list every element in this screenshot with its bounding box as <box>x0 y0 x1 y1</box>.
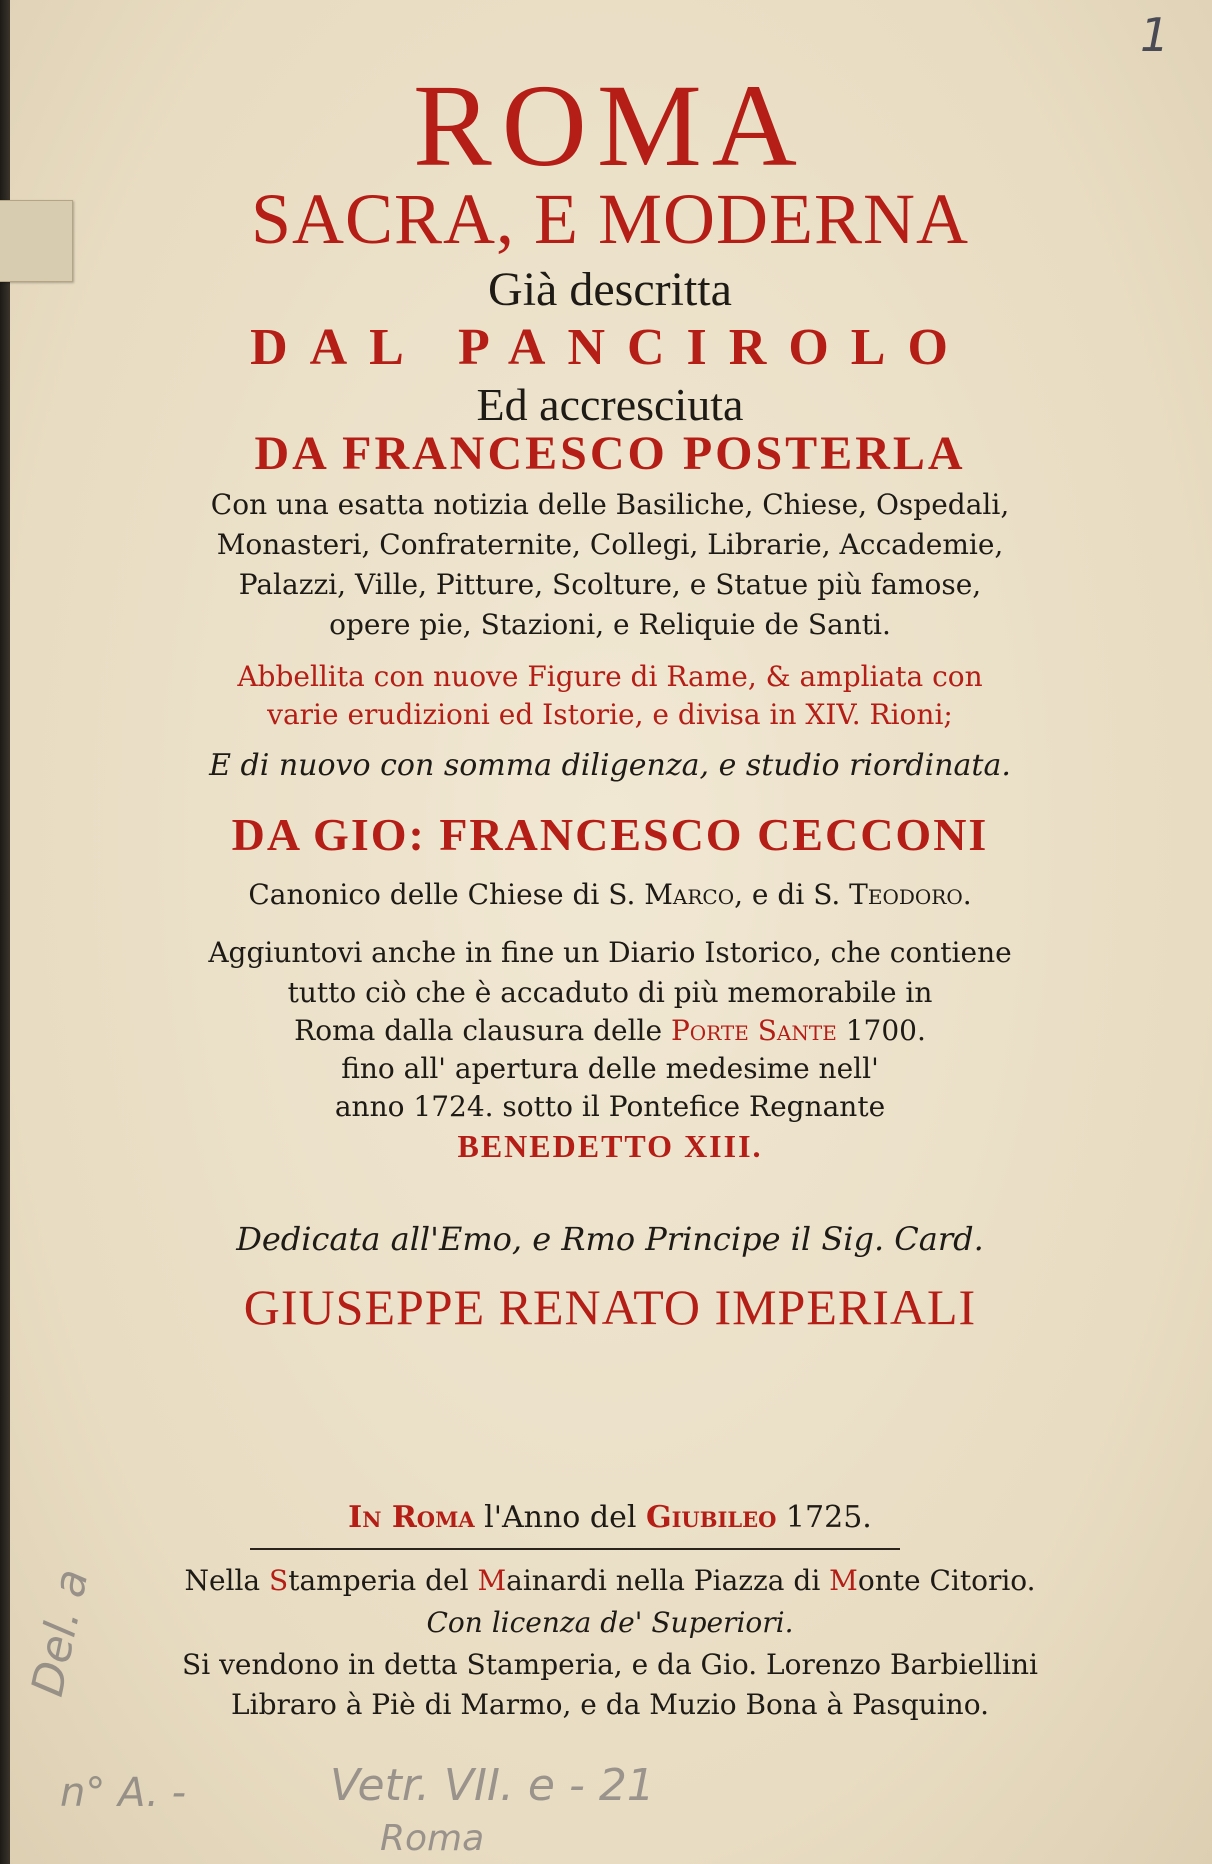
editor-role-place2: S. Teodoro <box>813 878 963 911</box>
pope-name: BENEDETTO XIII. <box>457 1128 763 1164</box>
title-pancirolo: DAL PANCIROLO <box>250 319 970 376</box>
imprint-year: 1725. <box>776 1500 872 1535</box>
dedicatee-name: GIUSEPPE RENATO IMPERIALI <box>243 1279 977 1335</box>
diary-line-3 <box>80 1014 1140 1047</box>
printer-m1: M <box>477 1564 507 1597</box>
contents-line-3: Palazzi, Ville, Pitture, Scolture, e Statue più famose, <box>238 568 982 601</box>
imprint-place: In Roma <box>348 1500 475 1535</box>
imprint-line <box>80 1500 1140 1535</box>
dedication-line: Dedicata all'Emo, e Rmo Principe il Sig. Card. <box>236 1220 984 1258</box>
diary-line-4: fino all' apertura delle medesime nell' <box>341 1052 879 1085</box>
printer-s: S <box>269 1564 289 1597</box>
reordered-line: E di nuovo con somma diligenza, e studio riordinata. <box>209 748 1011 783</box>
diary-line-3-pre: Roma dalla clausura delle <box>294 1014 671 1047</box>
folio-number: 1 <box>1140 8 1170 62</box>
editor-role-place1: S. Marco <box>608 878 735 911</box>
diary-line-2: tutto ciò che è accaduto di più memorabile in <box>287 976 933 1009</box>
imprint-event: Giubileo <box>645 1500 777 1535</box>
handwritten-mark-2: n° A. - <box>60 1770 187 1816</box>
printer-a: Nella <box>184 1564 270 1597</box>
title-posterla: DA FRANCESCO POSTERLA <box>254 427 966 480</box>
handwritten-mark-1: Del. a <box>22 1564 99 1701</box>
title-gia-descritta: Già descritta <box>488 263 732 316</box>
paper-tab <box>0 200 73 282</box>
printer-m2: M <box>829 1564 858 1597</box>
printer-b: tamperia del <box>288 1564 478 1597</box>
printer-d: onte Citorio. <box>857 1564 1036 1597</box>
diary-line-3-porte-sante: Porte Sante <box>670 1014 837 1047</box>
handwritten-mark-4: Roma <box>380 1818 485 1859</box>
embellished-line-1: Abbellita con nuove Figure di Rame, & ampliata con <box>237 660 983 693</box>
imprint-rule <box>250 1548 900 1550</box>
handwritten-mark-3: Vetr. VII. e - 21 <box>330 1760 655 1811</box>
diary-line-5: anno 1724. sotto il Pontefice Regnante <box>334 1090 886 1123</box>
contents-line-1: Con una esatta notizia delle Basiliche, Chiese, Ospedali, <box>210 488 1010 521</box>
license-line: Con licenza de' Superiori. <box>426 1606 794 1639</box>
editor-role <box>80 878 1140 911</box>
embellished-line-2: varie erudizioni ed Istorie, e divisa in XIV. Rioni; <box>267 698 953 731</box>
printer-c: ainardi nella Piazza di <box>506 1564 830 1597</box>
editor-name: DA GIO: FRANCESCO CECCONI <box>231 809 989 860</box>
editor-role-middle: , e di <box>734 878 814 911</box>
seller-line-2: Libraro à Piè di Marmo, e da Muzio Bona à Pasquino. <box>231 1688 989 1721</box>
contents-line-2: Monasteri, Confraternite, Collegi, Librarie, Accademie, <box>216 528 1004 561</box>
seller-line-1: Si vendono in detta Stamperia, e da Gio. Lorenzo Barbiellini <box>182 1648 1038 1681</box>
imprint-mid: l'Anno del <box>474 1500 646 1535</box>
diary-line-3-year: 1700. <box>836 1014 926 1047</box>
contents-line-4: opere pie, Stazioni, e Reliquie de Santi. <box>329 608 891 641</box>
editor-role-prefix: Canonico delle Chiese di <box>248 878 609 911</box>
title-accresciuta: Ed accresciuta <box>476 379 744 430</box>
diary-line-1: Aggiuntovi anche in fine un Diario Istorico, che contiene <box>208 936 1012 969</box>
printer-line <box>80 1564 1140 1597</box>
editor-role-end: . <box>962 878 972 911</box>
title-sacra-moderna: SACRA, E MODERNA <box>250 179 970 259</box>
title-roma: ROMA <box>412 60 808 191</box>
